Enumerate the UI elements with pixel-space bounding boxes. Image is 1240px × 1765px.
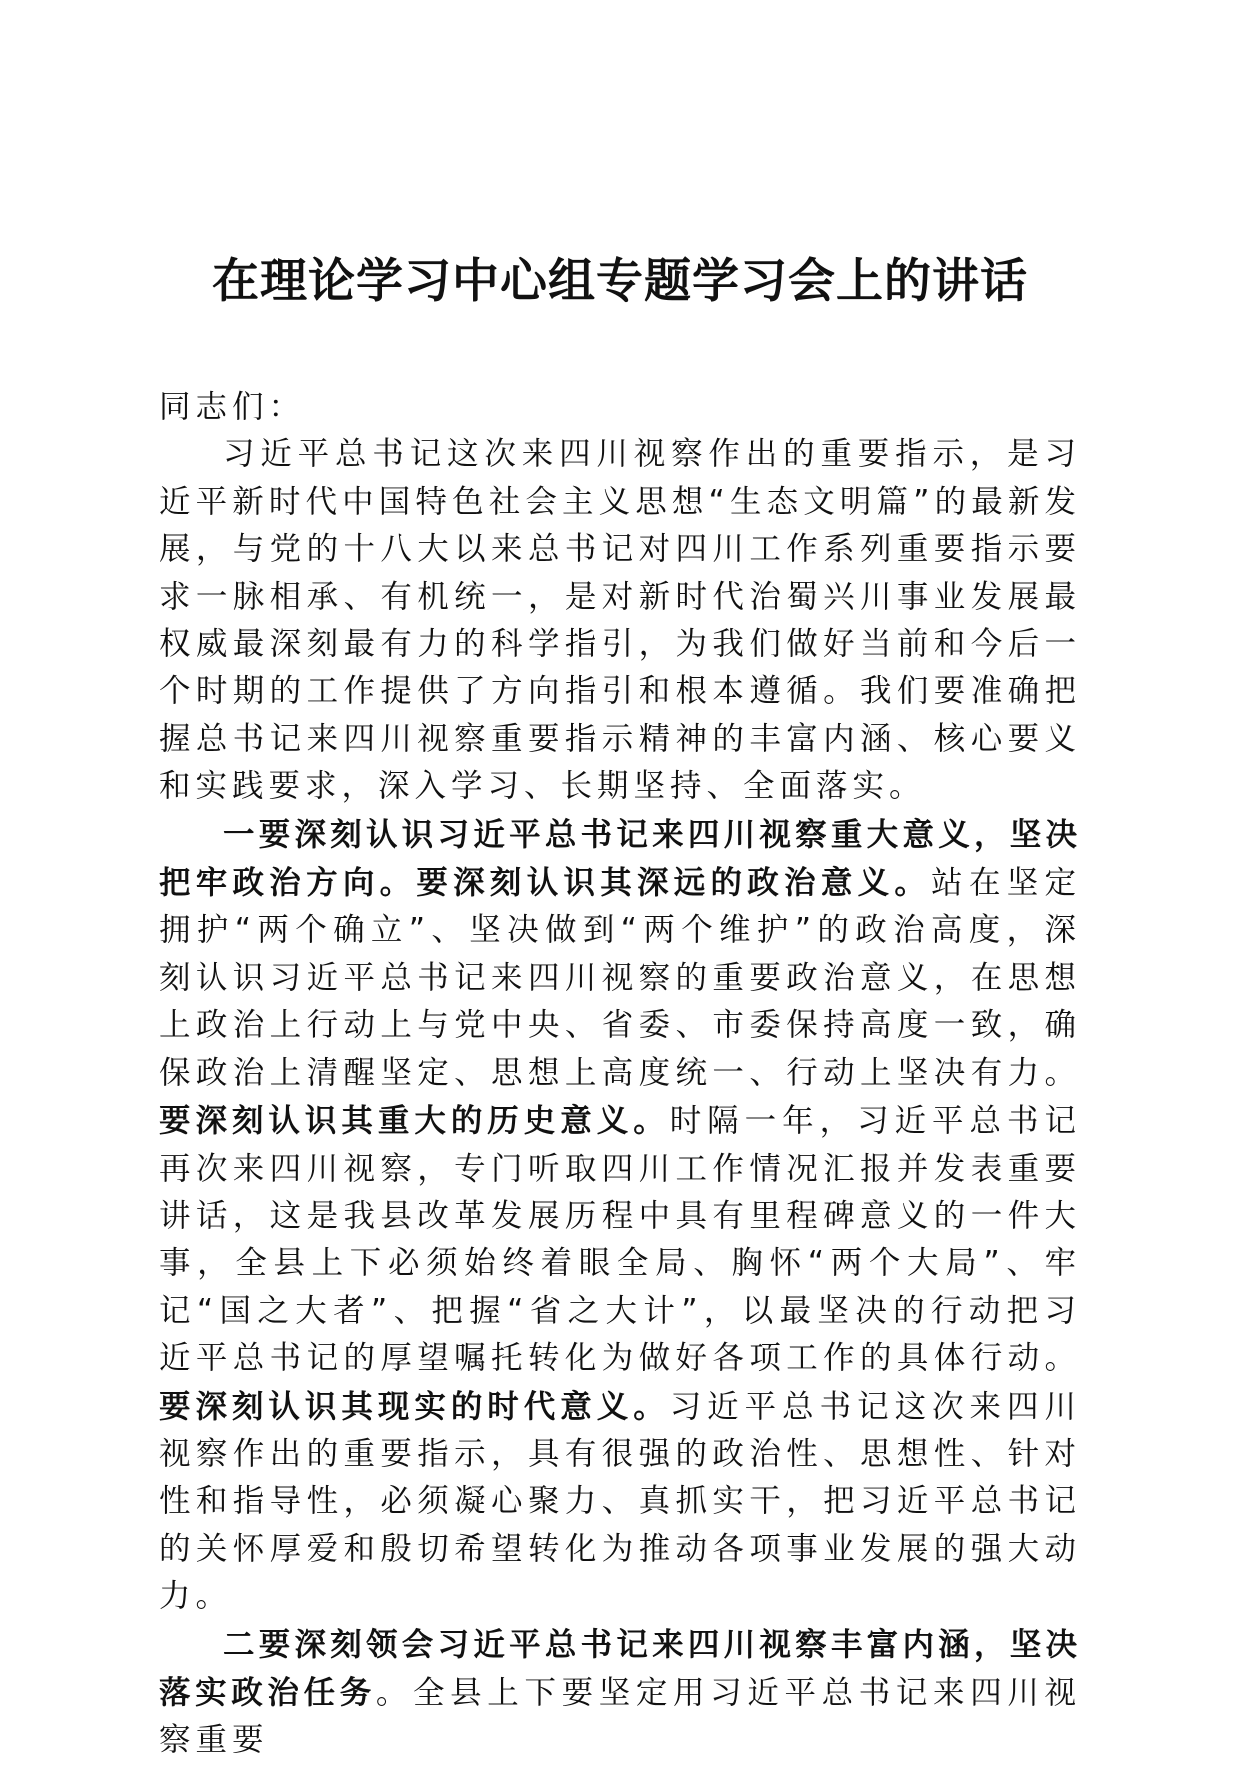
era-significance-text: 习近平总书记这次来四川视察作出的重要指示，具有很强的政治性、思想性、针对性和指导性，必须凝心聚力、真抓实干，把习近平总书记的关怀厚爱和殷切希望转化为推动各项事业发展的强大动力。 (159, 1388, 1081, 1615)
document-title: 在理论学习中心组专题学习会上的讲话 (212, 254, 1028, 309)
historical-significance-text: 时隔一年，习近平总书记再次来四川视察，专门听取四川工作情况汇报并发表重要讲话，这是我县改革发展历程中具有里程碑意义的一件大事，全县上下必须始终着眼全局、胸怀“两个大局”、牢记“国之大者”、把握“省之大计”，以最坚决的行动把习近平总书记的厚望嘱托转化为做好各项工作的具体行动。 (159, 1103, 1081, 1377)
document-body (159, 384, 1081, 1765)
historical-significance-heading: 要深刻认识其重大的历史意义。 (159, 1102, 670, 1140)
section-two-text: 。全县上下要坚定用习近平总书记来四川视察重要 (159, 1674, 1081, 1759)
intro-paragraph: 习近平总书记这次来四川视察作出的重要指示，是习近平新时代中国特色社会主义思想“生态文明篇”的最新发展，与党的十八大以来总书记对四川工作系列重要指示要求一脉相承、有机统一，是对新时代治蜀兴川事业发展最权威最深刻最有力的科学指引，为我们做好当前和今后一个时期的工作提供了方向指引和根本遵循。我们要准确把握总书记来四川视察重要指示精神的丰富内涵、核心要义和实践要求，深入学习、长期坚持、全面落实。 (159, 436, 1081, 805)
political-significance-text: 站在坚定拥护“两个确立”、坚决做到“两个维护”的政治高度，深刻认识习近平总书记来四川视察的重要政治意义，在思想上政治上行动上与党中央、省委、市委保持高度一致，确保政治上清醒坚定、思想上高度统一、行动上坚决有力。 (159, 865, 1081, 1091)
section-one-paragraph (159, 811, 1081, 1621)
era-significance-heading: 要深刻认识其现实的时代意义。 (159, 1387, 670, 1425)
section-two-heading: 二要深刻领会习近平总书记来四川视察丰富内涵，坚决落实政治任务 (159, 1625, 1081, 1711)
section-one-heading: 一要深刻认识习近平总书记来四川视察重大意义，坚决把牢政治方向。 (159, 815, 1081, 902)
section-two-paragraph (159, 1621, 1081, 1765)
salutation: 同志们： (159, 389, 306, 425)
political-significance-heading: 要深刻认识其深远的政治意义。 (416, 864, 932, 902)
